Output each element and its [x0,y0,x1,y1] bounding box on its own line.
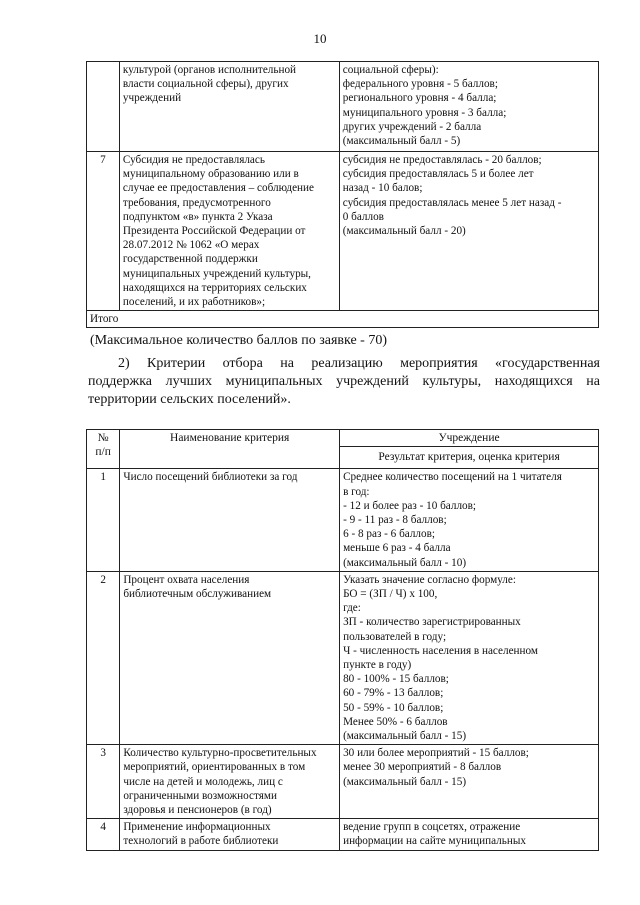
text-line: Применение информационных [123,821,271,834]
row-number [87,62,120,152]
text-line: культурой (органов исполнительной [122,64,297,76]
text-line: числе на детей и молодежь, лиц с [123,775,283,788]
text-line: Число посещений библиотеки за год [123,471,298,484]
page-number: 10 [313,31,327,46]
scoring-cell [340,571,599,744]
table-row [87,152,599,311]
max-total-score: (Максимальное количество баллов по заявке - 70) [90,333,387,348]
text-line: Ч - численность населения в населенном [343,644,538,657]
result-column-header: Результат критерия, оценка критерия [340,447,599,469]
text-line: (максимальный балл - 15) [343,775,467,788]
text-line: - 12 и более раз - 10 баллов; [343,499,477,512]
text-line: 60 - 79% - 13 баллов; [343,687,444,700]
text-line: 6 - 8 раз - 6 баллов; [343,528,435,541]
text-line: субсидия предоставлялась менее 5 лет назад - [342,196,562,209]
text-line: 30 или более мероприятий - 15 баллов; [343,747,529,760]
text-line: где: [343,602,361,615]
text-line: 50 - 59% - 10 баллов; [343,701,444,714]
text-line: меньше 6 раз - 4 балла [343,542,451,555]
scoring-cell [340,745,599,819]
text-line: случае ее предоставления – соблюдение [122,182,314,195]
text-line: муниципальных учреждений культуры, [122,267,311,280]
text-line: (максимальный балл - 10) [343,556,467,569]
text-line: Президента Российской Федерации от [122,225,306,238]
text-line: информации на сайте муниципальных [343,835,526,848]
text-line: Среднее количество посещений на 1 читателя [343,471,562,484]
heading-line: 2) Критерии отбора на реализацию мероприятия «государственная [118,356,600,371]
text-line: ЗП - количество зарегистрированных [343,616,521,629]
name-column-header: Наименование критерия [120,430,340,469]
criterion-cell [120,571,340,744]
scoring-cell [340,819,599,850]
text-line: Количество культурно-просветительных [123,747,317,760]
criterion-cell [120,819,340,850]
number-column-header [87,430,120,469]
table-row [87,62,599,152]
text-line: № [97,432,109,444]
text-line: учреждений [122,92,182,105]
text-line: находящихся на территориях сельских [122,281,307,294]
text-line: Субсидия не предоставлялась [122,154,265,166]
table-row [87,745,599,819]
text-line: ограниченными возможностями [123,789,277,802]
criterion-cell [119,152,339,311]
text-line: (максимальный балл - 20) [342,225,466,238]
table-row [87,819,599,850]
table-row [87,469,599,571]
text-line: библиотечным обслуживанием [123,588,272,601]
text-line: поселений, и их работников»; [122,296,266,309]
text-line: требования, предусмотренного [122,196,271,209]
text-line: государственной поддержки [122,253,258,266]
table-row [87,571,599,744]
header-row [87,430,599,447]
text-line: мероприятий, ориентированных в том [123,761,306,774]
text-line: пункте в году) [343,659,412,672]
text-line: муниципальному образованию или в [122,168,299,181]
text-line: технологий в работе библиотеки [123,835,279,848]
section-heading [88,355,600,409]
text-line: (максимальный балл - 5) [342,135,461,148]
text-line: БО = (ЗП / Ч) х 100, [343,588,438,601]
text-line: 80 - 100% - 15 баллов; [343,673,449,686]
scoring-cell [339,152,598,311]
text-line: 28.07.2012 № 1062 «О мерах [122,239,260,252]
institution-column-header: Учреждение [340,430,599,447]
text-line: подпунктом «в» пункта 2 Указа [122,210,273,223]
total-row [87,311,599,328]
row-number: 3 [87,745,120,819]
text-line: власти социальной сферы), других [122,78,289,91]
criteria-table [86,429,599,851]
text-line: - 9 - 11 раз - 8 баллов; [343,514,447,527]
scoring-cell [339,62,598,152]
text-line: пользователей в году; [343,630,447,643]
heading-line: территории сельских поселений». [88,392,291,407]
total-label: Итого [87,311,599,328]
text-line: назад - 10 балов; [342,182,423,195]
text-line: менее 30 мероприятий - 8 баллов [343,761,502,774]
text-line: федерального уровня - 5 баллов; [342,78,498,91]
text-line: в год: [343,485,370,498]
text-line: Менее 50% - 6 баллов [343,715,448,728]
row-number: 4 [87,819,120,850]
text-line: 0 баллов [342,210,384,223]
criterion-cell [120,745,340,819]
text-line: (максимальный балл - 15) [343,730,467,743]
text-line: ведение групп в соцсетях, отражение [343,821,521,834]
criterion-cell [119,62,339,152]
text-line: субсидия не предоставлялась - 20 баллов; [342,154,542,166]
text-line: субсидия предоставлялась 5 и более лет [342,168,534,181]
criteria-table-continued [86,61,599,328]
scoring-cell [340,469,599,571]
row-number: 7 [87,152,120,311]
text-line: социальной сферы): [342,64,439,76]
text-line: п/п [95,446,111,459]
text-line: регионального уровня - 4 балла; [342,92,497,105]
text-line: муниципального уровня - 3 балла; [342,106,507,119]
text-line: здоровья и пенсионеров (в год) [123,804,272,817]
text-line: Указать значение согласно формуле: [343,573,516,586]
text-line: Процент охвата населения [123,573,250,586]
row-number: 2 [87,571,120,744]
text-line: других учреждений - 2 балла [342,120,482,133]
row-number: 1 [87,469,120,571]
criterion-cell [120,469,340,571]
heading-line: поддержка лучших муниципальных учреждений культуры, находящихся на [88,374,600,389]
